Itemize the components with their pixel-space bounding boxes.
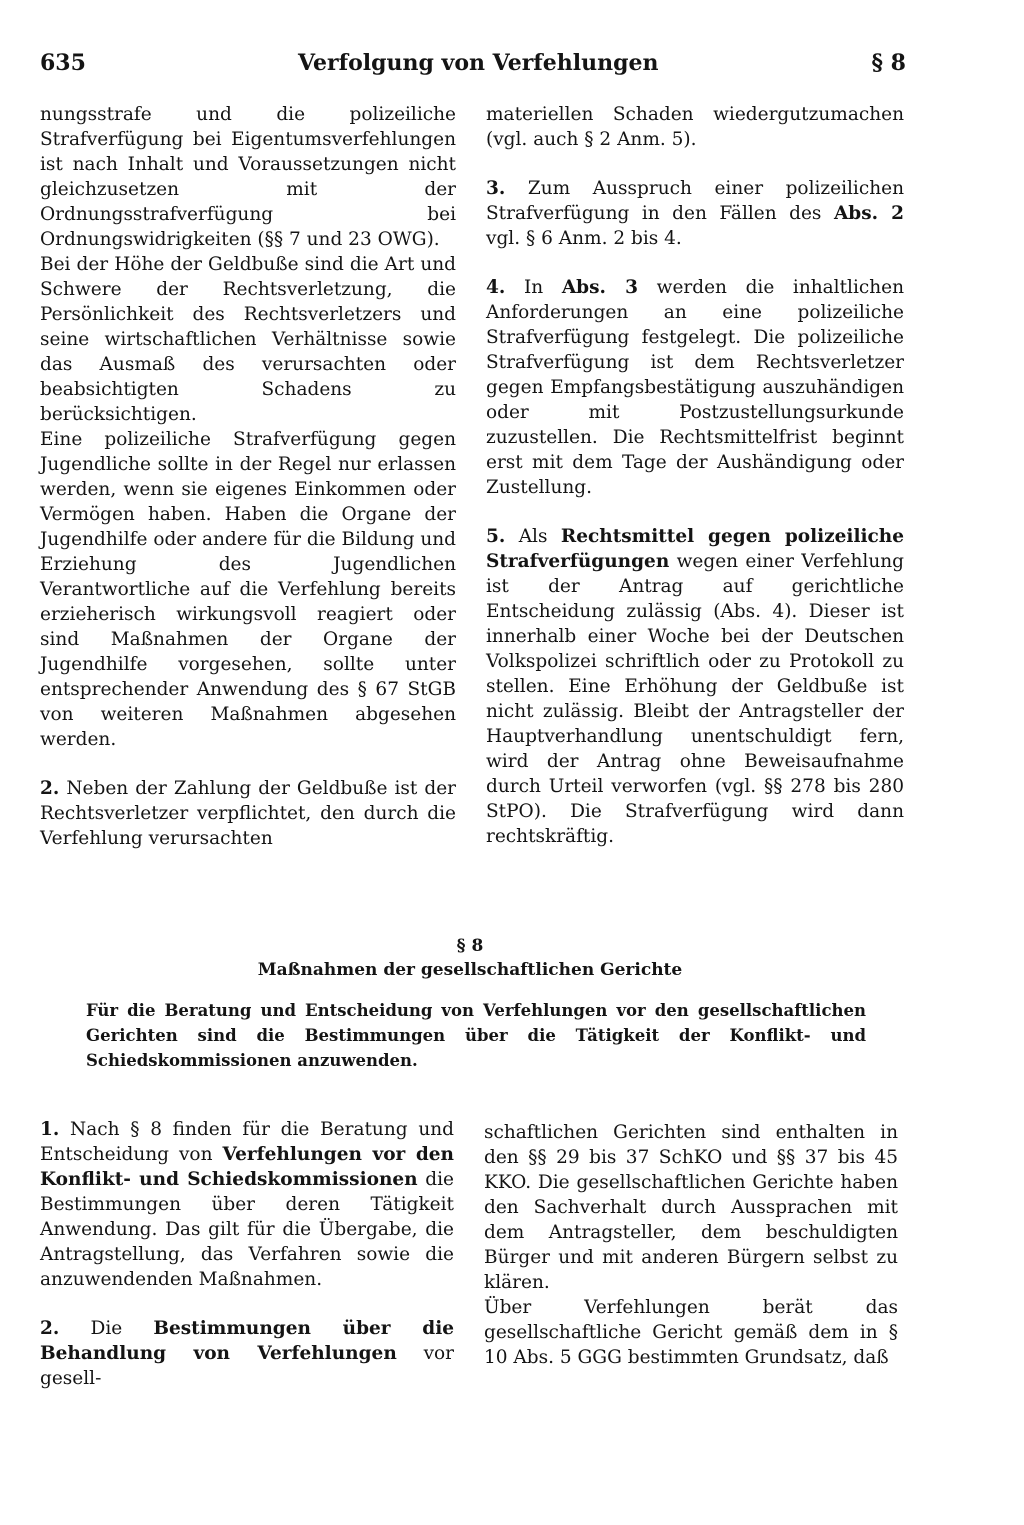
note-text-pre: Nach § 8 finden für die Beratung und Entscheidung von xyxy=(40,1119,454,1165)
note-number: 4. xyxy=(486,277,506,298)
note-3 xyxy=(486,176,904,251)
note-text-pre: In xyxy=(523,277,544,298)
paragraph: Bei der Höhe der Geldbuße sind die Art und Schwere der Rechtsverletzung, die Persönlichkeit des Rechtsverletzers und seine wirtschaftlichen Verhältnisse sowie das Ausmaß des verursachten oder beabsichtigten Schadens zu berücksichtigen. xyxy=(40,254,456,425)
note-emphasis: Rechtsmittel gegen polizeiliche Strafverfügungen xyxy=(486,526,904,572)
running-section: § 8 xyxy=(871,50,906,76)
note-number: 1. xyxy=(40,1119,60,1140)
note-4 xyxy=(486,275,904,500)
note-text: Zum Ausspruch einer polizeilichen Strafverfügung in den Fällen des xyxy=(486,178,904,224)
note-2 xyxy=(40,1316,454,1391)
note-5 xyxy=(486,524,904,849)
section-title: Maßnahmen der gesellschaftlichen Gerichte xyxy=(257,960,683,980)
note-text: die Bestimmungen über deren Tätigkeit Anwendung. Das gilt für die Übergabe, die Antragstellung, das Verfahren sowie die anzuwendenden Maßnahmen. xyxy=(40,1169,454,1290)
section-heading xyxy=(0,934,940,982)
paragraph: materiellen Schaden wiedergutzumachen (vgl. auch § 2 Anm. 5). xyxy=(486,104,904,150)
paragraph: Eine polizeiliche Strafverfügung gegen Jugendliche sollte in der Regel nur erlassen werden, wenn sie eigenes Einkommen oder Vermögen haben. Haben die Organe der Jugendhilfe oder andere für die Bildung und Erziehung des Jugendlichen Verantwortliche auf die Verfehlung bereits erzieherisch wirkungsvoll reagiert oder sind Maßnahmen der Organe der Jugendhilfe vorgesehen, sollte unter entsprechender Anwendung des § 67 StGB von weiteren Maßnahmen abgesehen werden. xyxy=(40,429,456,750)
note-text: Neben der Zahlung der Geldbuße ist der Rechtsverletzer verpflichtet, den durch die Verfehlung verursachten xyxy=(40,778,456,849)
statute-text: Für die Beratung und Entscheidung von Verfehlungen vor den gesellschaftlichen Gerichten sind die Bestimmungen über die Tätigkeit der Konflikt- und Schiedskommissionen anzuwenden. xyxy=(86,1001,866,1070)
note-text-tail: vgl. § 6 Anm. 2 bis 4. xyxy=(486,228,682,249)
note-text: werden die inhaltlichen Anforderungen an eine polizeiliche Strafverfügung festgelegt. Die polizeiliche Strafverfügung ist dem Rechtsverletzer gegen Empfangsbestätigung auszuhändigen oder mit Postzustellungsurkunde zuzustellen. Die Rechtsmittelfrist beginnt erst mit dem Tage der Aushändigung oder Zustellung. xyxy=(486,277,905,498)
paragraph: Über Verfehlungen berät das gesellschaftliche Gericht gemäß dem in § 10 Abs. 5 GGG bestimmten Grundsatz, daß xyxy=(484,1297,898,1368)
paragraph: nungsstrafe und die polizeiliche Strafverfügung bei Eigentumsverfehlungen ist nach Inhalt und Voraussetzungen nicht gleichzusetzen mit der Ordnungsstrafverfügung bei Ordnungswidrigkeiten (§§ 7 und 23 OWG). xyxy=(40,104,456,250)
running-header xyxy=(40,50,906,82)
bottom-left-column xyxy=(40,1117,454,1391)
paragraph: schaftlichen Gerichten sind enthalten in den §§ 29 bis 37 SchKO und §§ 37 bis 45 KKO. Die gesellschaftlichen Gerichte haben den Sachverhalt durch Aussprachen mit dem Antragsteller, dem beschuldigten Bürger und mit anderen Bürgern selbst zu klären. xyxy=(484,1122,898,1293)
note-number: 3. xyxy=(486,178,506,199)
note-text: wegen einer Verfehlung ist der Antrag auf gerichtliche Entscheidung zulässig (Abs. 4). Dieser ist innerhalb einer Woche bei der Deutschen Volkspolizei schriftlich oder zu Protokoll zu stellen. Eine Erhöhung der Geldbuße ist nicht zulässig. Bleibt der Antragsteller der Hauptverhandlung unentschuldigt fern, wird der Antrag ohne Beweisaufnahme durch Urteil verworfen (vgl. §§ 278 bis 280 StPO). Die Strafverfügung wird dann rechtskräftig. xyxy=(486,551,904,847)
note-text: vor gesell- xyxy=(40,1343,454,1389)
note-text-pre: Die xyxy=(90,1318,123,1339)
note-emphasis: Bestimmungen über die Behandlung von Verfehlungen xyxy=(40,1318,454,1364)
note-number: 2. xyxy=(40,1318,60,1339)
page-number: 635 xyxy=(40,50,86,76)
note-emphasis: Abs. 2 xyxy=(833,203,905,224)
section-number: § 8 xyxy=(456,936,484,956)
note-emphasis: Verfehlungen vor den Konflikt- und Schiedskommissionen xyxy=(40,1144,454,1190)
bottom-right-column xyxy=(484,1120,898,1370)
note-text-pre: Als xyxy=(518,526,548,547)
note-number: 2. xyxy=(40,778,60,799)
note-emphasis: Abs. 3 xyxy=(561,277,639,298)
top-left-column xyxy=(40,102,456,851)
top-right-column xyxy=(486,102,904,849)
note-number: 5. xyxy=(486,526,506,547)
note-1 xyxy=(40,1117,454,1292)
running-title: Verfolgung von Verfehlungen xyxy=(298,50,659,76)
note-2 xyxy=(40,776,456,851)
